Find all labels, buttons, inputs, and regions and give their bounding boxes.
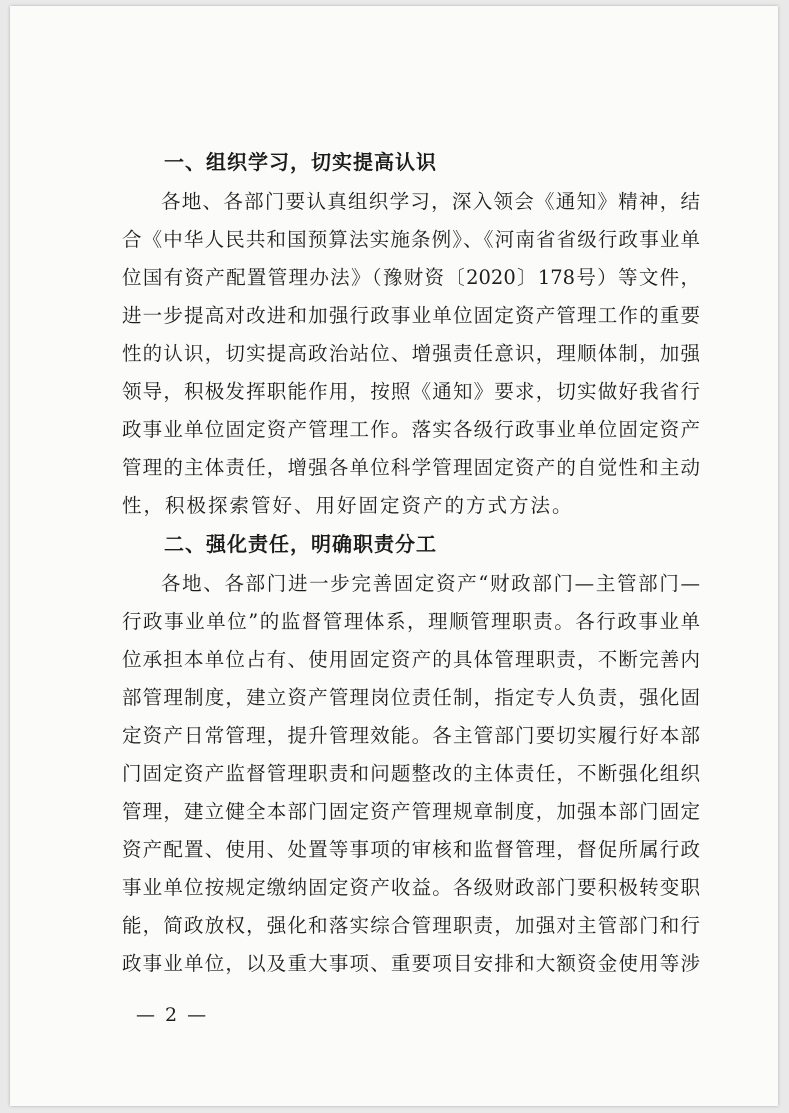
paragraph-line: 各地、各部门要认真组织学习，深入领会《通知》精神，结 (161, 190, 700, 213)
paragraph-line: 能，简政放权，强化和落实综合管理职责，加强对主管部门和行 (122, 914, 700, 937)
section-2-heading: 二、强化责任，明确职责分工 (164, 532, 437, 556)
paragraph-line: 政事业单位固定资产管理工作。落实各级行政事业单位固定资产 (122, 418, 700, 441)
paragraph-line: 位国有资产配置管理办法》（豫财资〔2020〕178号）等文件， (122, 266, 700, 289)
paragraph-line: 部管理制度，建立资产管理岗位责任制，指定专人负责，强化固 (122, 686, 700, 709)
paragraph-line: 性，积极探索管好、用好固定资产的方式方法。 (122, 494, 574, 517)
paragraph-line: 位承担本单位占有、使用固定资产的具体管理职责，不断完善内 (122, 648, 700, 671)
paragraph-line: 各地、各部门进一步完善固定资产“财政部门—主管部门— (161, 572, 700, 595)
page-number: — 2 — (136, 1004, 209, 1026)
section-1-heading: 一、组织学习，切实提高认识 (164, 150, 437, 174)
paragraph-line: 行政事业单位”的监督管理体系，理顺管理职责。各行政事业单 (122, 610, 700, 633)
document-page (10, 6, 778, 1106)
paragraph-line: 领导，积极发挥职能作用，按照《通知》要求，切实做好我省行 (122, 380, 700, 403)
paragraph-line: 门固定资产监督管理职责和问题整改的主体责任，不断强化组织 (122, 762, 700, 785)
paragraph-line: 定资产日常管理，提升管理效能。各主管部门要切实履行好本部 (122, 724, 700, 747)
paragraph-line: 进一步提高对改进和加强行政事业单位固定资产管理工作的重要 (122, 304, 700, 327)
paragraph-line: 管理，建立健全本部门固定资产管理规章制度，加强本部门固定 (122, 800, 700, 823)
paragraph-line: 性的认识，切实提高政治站位、增强责任意识，理顺体制，加强 (122, 342, 700, 365)
paragraph-line: 管理的主体责任，增强各单位科学管理固定资产的自觉性和主动 (122, 456, 700, 479)
paragraph-line: 合《中华人民共和国预算法实施条例》、《河南省省级行政事业单 (122, 228, 700, 251)
paragraph-line: 事业单位按规定缴纳固定资产收益。各级财政部门要积极转变职 (122, 876, 700, 899)
paragraph-line: 资产配置、使用、处置等事项的审核和监督管理，督促所属行政 (122, 838, 700, 861)
paragraph-line: 政事业单位，以及重大事项、重要项目安排和大额资金使用等涉 (122, 952, 700, 975)
